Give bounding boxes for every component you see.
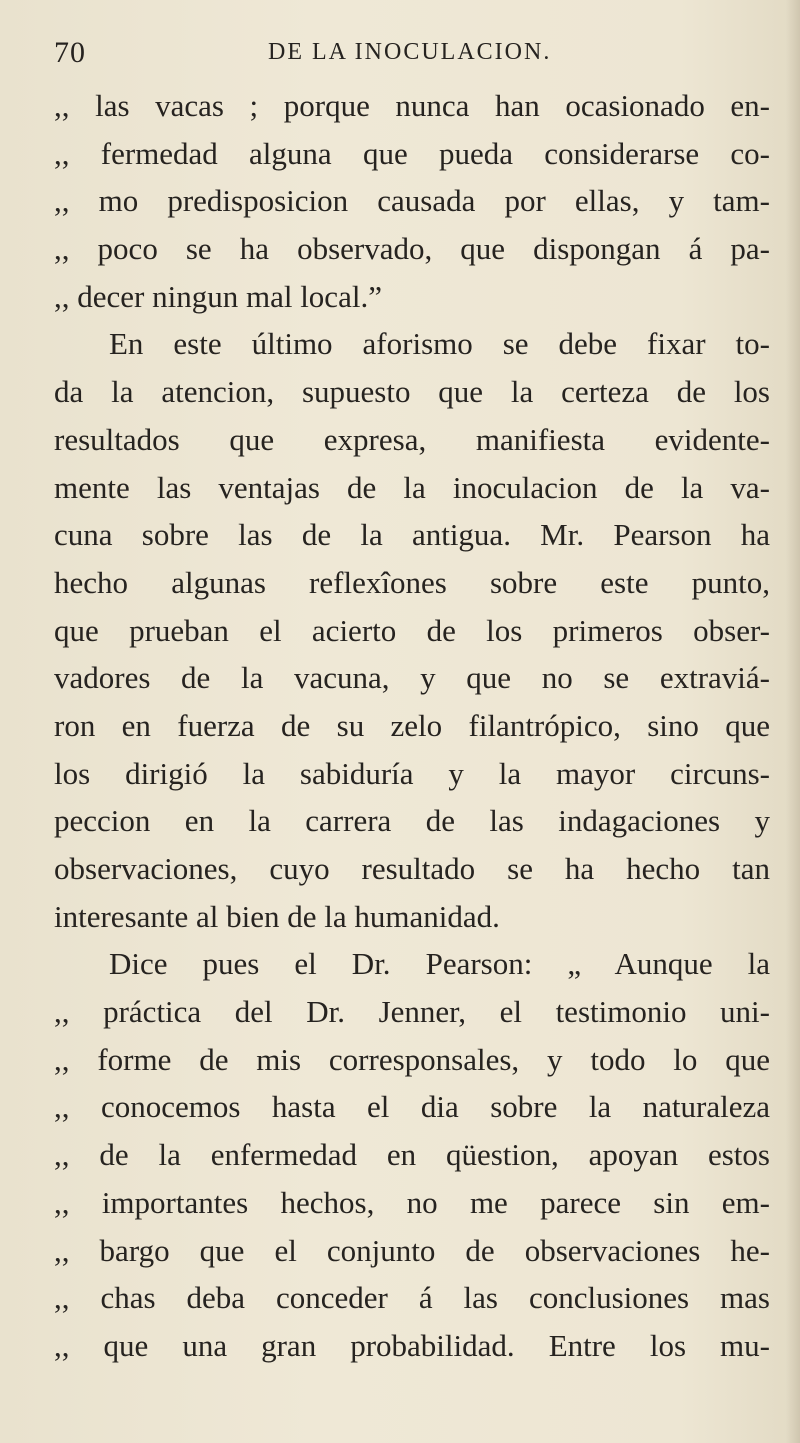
text-line: hecho algunas reflexîones sobre este punto,	[54, 564, 770, 600]
running-head	[54, 36, 760, 76]
text-line: interesante al bien de la humanidad.	[54, 898, 500, 934]
text-line: ,, importantes hechos, no me parece sin em-	[54, 1184, 770, 1220]
text-line: resultados que expresa, manifiesta evidente-	[54, 421, 770, 457]
text-line: Dice pues el Dr. Pearson: „ Aunque la	[109, 946, 770, 982]
page-edge-shadow	[786, 0, 800, 1443]
text-line: ,, forme de mis corresponsales, y todo lo que	[54, 1041, 770, 1077]
text-line: ,, chas deba conceder á las conclusiones mas	[54, 1280, 770, 1316]
text-line: observaciones, cuyo resultado se ha hecho tan	[54, 851, 770, 886]
text-line: ,, poco se ha observado, que dispongan á pa-	[54, 231, 770, 267]
body-text	[54, 82, 770, 1370]
text-line: En este último aforismo se debe fixar to-	[109, 326, 770, 362]
text-line: ,, bargo que el conjunto de observaciones he-	[54, 1232, 770, 1268]
text-line: ,, mo predisposicion causada por ellas, y tam-	[54, 183, 770, 219]
page-number: 70	[54, 36, 86, 69]
text-line: ,, decer ningun mal local.”	[54, 278, 382, 314]
text-line: que prueban el acierto de los primeros obser-	[54, 612, 770, 648]
text-line: ,, de la enfermedad en qüestion, apoyan estos	[54, 1137, 770, 1173]
running-title: DE LA INOCULACION.	[268, 39, 552, 65]
text-line: ,, práctica del Dr. Jenner, el testimonio uni-	[54, 994, 770, 1030]
text-line: ,, que una gran probabilidad. Entre los mu-	[54, 1327, 770, 1363]
text-line: mente las ventajas de la inoculacion de la va-	[54, 469, 770, 505]
text-line: ,, las vacas ; porque nunca han ocasionado en-	[54, 88, 770, 123]
text-line: da la atencion, supuesto que la certeza de los	[54, 374, 770, 410]
text-line: peccion en la carrera de las indagaciones y	[54, 803, 770, 839]
text-line: cuna sobre las de la antigua. Mr. Pearson ha	[54, 517, 770, 553]
text-line: ron en fuerza de su zelo filantrópico, sino que	[54, 707, 770, 743]
text-line: vadores de la vacuna, y que no se extraviá-	[54, 660, 770, 696]
text-line: los dirigió la sabiduría y la mayor circuns-	[54, 755, 770, 791]
text-line: ,, conocemos hasta el dia sobre la naturaleza	[54, 1089, 770, 1125]
text-line: ,, fermedad alguna que pueda considerarse co-	[54, 135, 770, 171]
